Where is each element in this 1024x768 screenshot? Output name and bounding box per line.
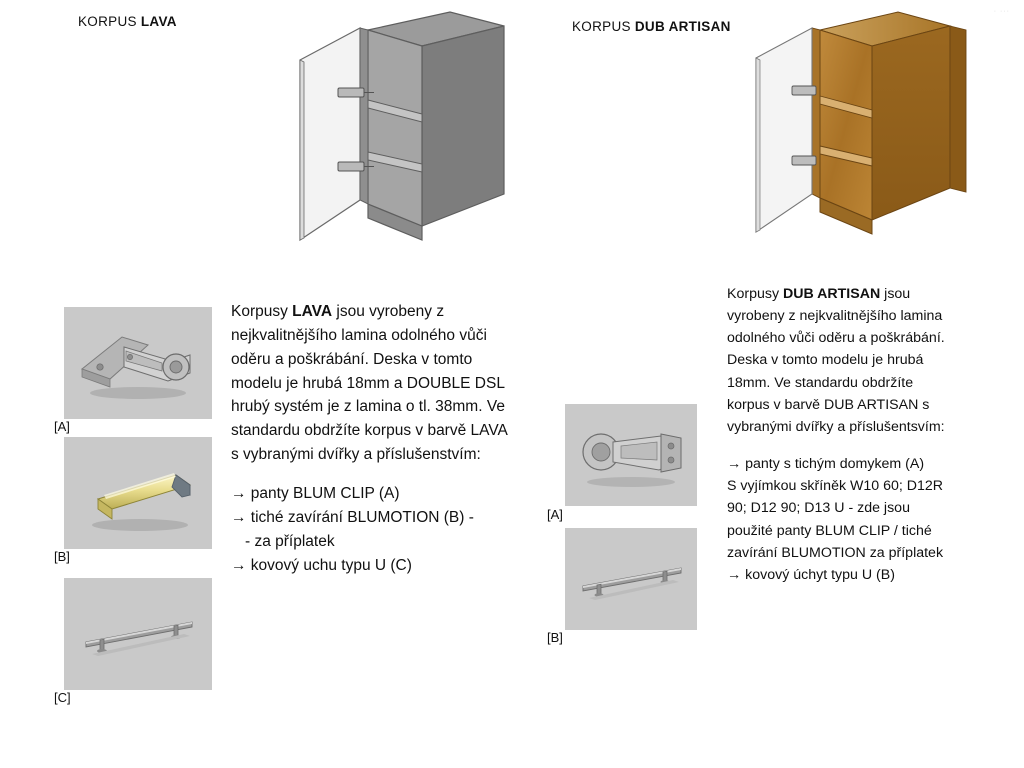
u-handle-photo	[565, 528, 697, 630]
photo-label-dub-b: [B]	[547, 630, 563, 645]
description-lava	[231, 300, 513, 577]
heading-korpus-lava	[78, 14, 177, 29]
photo-label-dub-a: [A]	[547, 507, 563, 522]
desc-dub-p1-bold: DUB ARTISAN	[783, 286, 881, 302]
cabinet-illustration-lava	[282, 4, 534, 262]
desc-lava-p1-part2: jsou vyrobeny z nejkvalitnějšího lamina odolného vůči oděru a poškrábání. Deska v tomto modelu je hrubá 18mm a DOUBLE DSL hrubý systém je z lamina o tl. 38mm. Ve standardu obdržíte korpus v barvě LAVA s vybranými dvířky a příslušenstvím:	[231, 303, 508, 464]
description-dub-artisan	[727, 283, 959, 586]
bullet-dub-2: S vyjímkou skříněk W10 60; D12R 90; D12 90; D13 U - zde jsou použité panty BLUM CLIP / tiché zavírání BLUMOTION za příplatek	[727, 478, 944, 561]
soft-close-hinge-photo	[565, 404, 697, 506]
bullet-lava-2-cont: - za příplatek	[245, 532, 335, 550]
heading-lava-prefix: KORPUS	[78, 14, 141, 29]
blumotion-damper-photo	[64, 437, 212, 549]
heading-dub-prefix: KORPUS	[572, 19, 635, 34]
bullet-lava-1: → panty BLUM CLIP (A)	[231, 485, 400, 503]
desc-dub-p1-part2: jsou vyrobeny z nejkvalitnějšího lamina odolného vůči oděru a poškrábání. Deska v tomto modelu je hrubá 18mm. Ve standardu obdržíte korpus v barvě DUB ARTISAN s vybranými dvířky a příslušentsvím:	[727, 286, 945, 435]
photo-label-lava-a: [A]	[54, 419, 70, 434]
u-handle-photo	[64, 578, 212, 690]
heading-korpus-dub-artisan	[572, 19, 731, 34]
desc-dub-p1-part1: Korpusy	[727, 286, 783, 302]
bullet-lava-2: → tiché zavírání BLUMOTION (B) -	[231, 508, 474, 526]
blum-clip-hinge-photo	[64, 307, 212, 419]
bullet-dub-1: → panty s tichým domykem (A)	[727, 456, 925, 473]
bullet-dub-3: → kovový úchyt typu U (B)	[727, 566, 895, 583]
description-lava-paragraph	[231, 300, 513, 467]
heading-lava-bold: LAVA	[140, 14, 177, 29]
photo-label-lava-c: [C]	[54, 690, 71, 705]
heading-dub-bold: DUB ARTISAN	[634, 19, 731, 34]
cabinet-illustration-dub-artisan	[742, 6, 974, 256]
desc-lava-p1-part1: Korpusy	[231, 303, 293, 320]
desc-lava-p1-bold: LAVA	[292, 303, 333, 320]
scan-artifact: · ···	[993, 8, 1010, 15]
photo-label-lava-b: [B]	[54, 549, 70, 564]
description-dub-paragraph	[727, 283, 959, 438]
bullet-lava-3: → kovový uchu typu U (C)	[231, 556, 412, 574]
